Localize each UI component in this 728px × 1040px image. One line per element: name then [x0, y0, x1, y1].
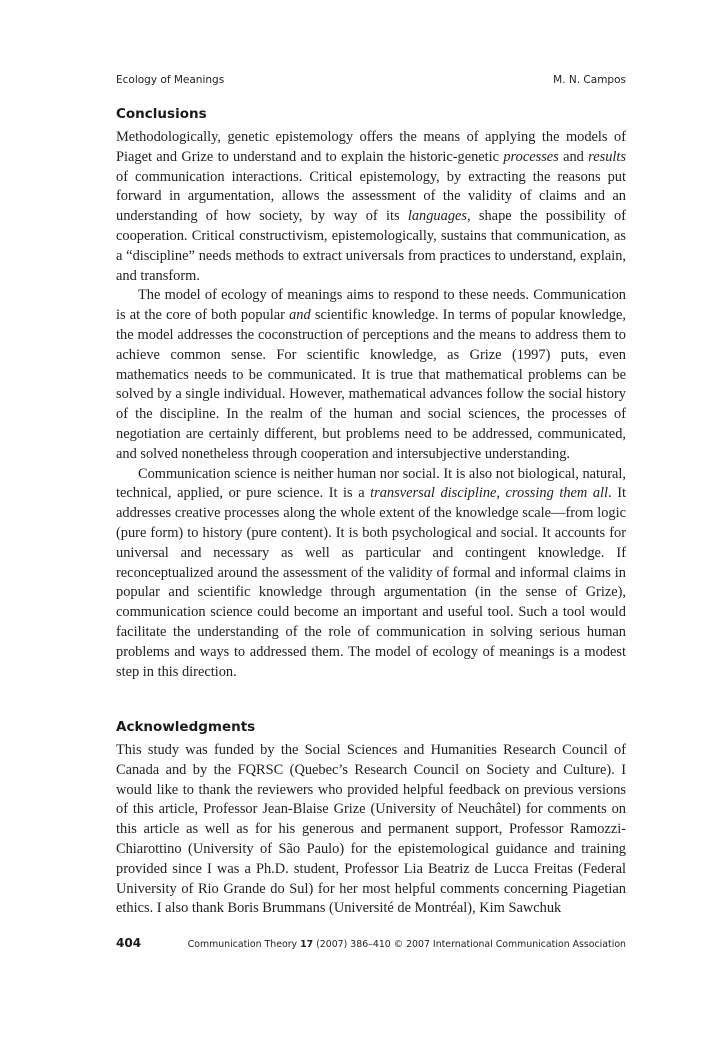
acknowledgments-paragraph: This study was funded by the Social Sciences and Humanities Research Council of Canada and by the FQRSC (Quebec’s Research Council on Society and Culture). I would like to thank the reviewers who provided helpful feedback on previous versions of this article, Professor Jean-Blaise Grize (University of Neuchâtel) for comments on this article as well as for his generous and permanent support, Professor Ramozzi-Chiarottino (University of São Paulo) for the epistemological guidance and training provided since I was a Ph.D. student, Professor Lia Beatriz de Lucca Freitas (Federal University of Rio Grande do Sul) for her most helpful comments concerning Piagetian ethics. I also thank Boris Brummans (Université de Montréal), Kim Sawchuk	[116, 742, 626, 917]
journal-citation	[188, 938, 626, 952]
conclusions-heading: Conclusions	[116, 106, 207, 122]
running-head-author: M. N. Campos	[553, 74, 626, 86]
conclusions-body	[116, 128, 626, 682]
emphasis-text: languages	[407, 208, 468, 225]
running-head-title: Ecology of Meanings	[116, 74, 225, 86]
journal-name: Communication Theory	[187, 939, 298, 950]
emphasis-text: transversal discipline, crossing them all	[370, 485, 609, 502]
page-number: 404	[116, 936, 142, 950]
emphasis-text: results	[588, 148, 626, 165]
running-head	[116, 73, 626, 87]
conclusions-paragraph: Communication science is neither human nor social. It is also not biological, natural, technical, applied, or pure science. It is a transversal discipline, crossing them all. It addresses creative processes along the whole extent of the knowledge scale—from logic (pure form) to history (pure content). It is both psychological and social. It accounts for universal and necessary as well as particular and contingent knowledge. If reconceptualized around the assessment of the validity of formal and informal claims in popular and scientific knowledge through argumentation (in the sense of Grize), communication science could become an important and useful tool. Such a tool would facilitate the understanding of the role of communication in solving serious human problems and ways to addressed them. The model of ecology of meanings is a modest step in this direction.	[116, 465, 626, 680]
page-footer	[116, 936, 626, 952]
conclusions-paragraph: Methodologically, genetic epistemology offers the means of applying the models of Piaget and Grize to understand and to explain the historic-genetic processes and results of communication interactions. Critical epistemology, by extracting the reasons put forward in argumentation, allows the assessment of the validity of claims and an understanding of how society, by way of its languages, shape the possibility of cooperation. Critical constructivism, epistemologically, sustains that communication, as a “discipline” needs methods to extract universals from practices to understand, explain, and transform.	[116, 129, 626, 284]
emphasis-text: and	[289, 307, 311, 324]
conclusions-paragraph: The model of ecology of meanings aims to respond to these needs. Communication is at the core of both popular and scientific knowledge. In terms of popular knowledge, the model addresses the coconstruction of perceptions and the means to address them to achieve common sense. For scientific knowledge, as Grize (1997) puts, even mathematics needs to be communicated. It is true that mathematical problems can be solved by a single individual. However, mathematical advances follow the social history of the discipline. In the realm of the human and social sciences, the processes of negotiation are certainly different, but problems need to be addressed, communicated, and solved nonetheless through cooperation and intersubjective understanding.	[116, 287, 627, 462]
acknowledgments-heading: Acknowledgments	[116, 719, 256, 735]
citation-details: (2007) 386–410 © 2007 International Communication Association	[316, 939, 626, 950]
acknowledgments-body	[116, 741, 626, 919]
emphasis-text: processes	[503, 148, 559, 165]
journal-volume: 17	[300, 939, 314, 950]
